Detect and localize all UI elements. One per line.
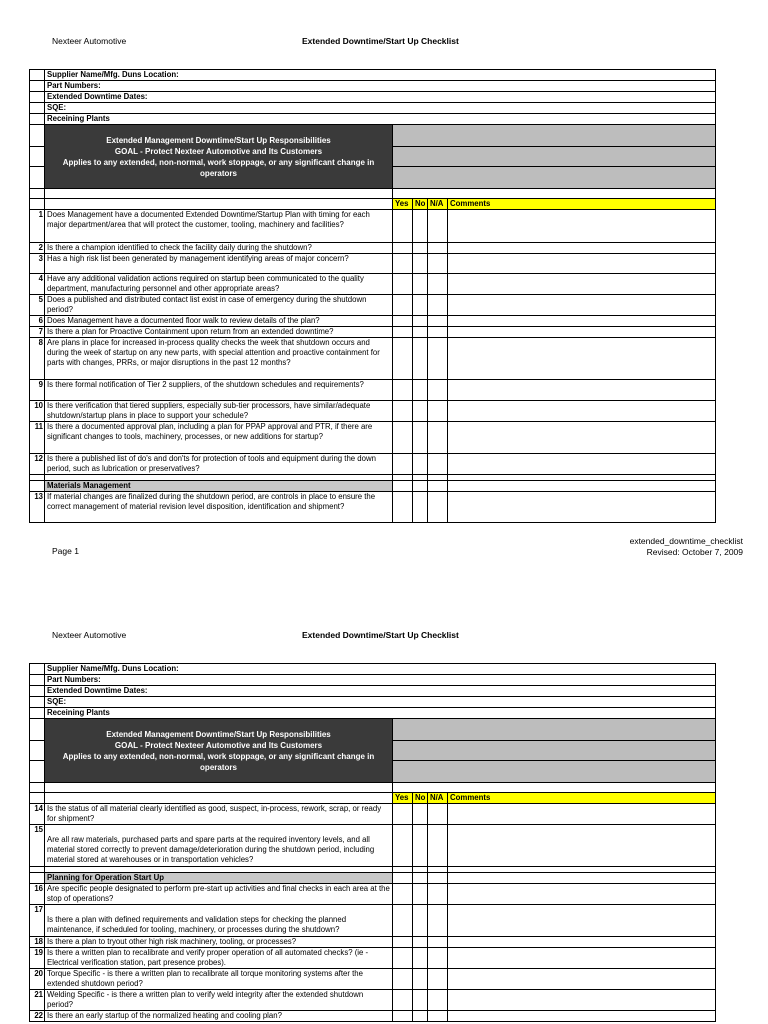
question-row	[30, 243, 716, 254]
field-supplier: Supplier Name/Mfg. Duns Location:	[45, 70, 716, 81]
question-text: Are specific people designated to perform pre-start up activities and final checks in each area at the stop of operations?	[45, 884, 393, 905]
yes-cell[interactable]	[393, 295, 413, 316]
question-text: Are plans in place for increased in-process quality checks the week that shutdown occurs and during the week of startup on any new parts, with special attention and proactive containment for parts with changes, PRRs, or major disruptions in the past 12 months?	[45, 338, 393, 380]
question-row	[30, 937, 716, 948]
yes-cell[interactable]	[393, 1011, 413, 1022]
question-text: Is the status of all material clearly identified as good, suspect, in-process, rework, scrap, or ready for shipment?	[45, 804, 393, 825]
banner-line-3: Applies to any extended, non-normal, work stoppage, or any significant change in operators	[62, 751, 375, 772]
no-cell[interactable]	[413, 804, 428, 825]
yes-cell[interactable]	[393, 274, 413, 295]
question-row	[30, 316, 716, 327]
field-receiving-plants: Receining Plants	[45, 114, 716, 125]
column-comments: Comments	[448, 199, 716, 210]
na-cell[interactable]	[428, 492, 448, 523]
comments-cell[interactable]	[448, 243, 716, 254]
question-number: 21	[30, 990, 45, 1011]
comments-cell[interactable]	[448, 937, 716, 948]
column-comments: Comments	[448, 793, 716, 804]
question-row	[30, 210, 716, 243]
yes-cell[interactable]	[393, 937, 413, 948]
question-number: 18	[30, 937, 45, 948]
comments-cell[interactable]	[448, 401, 716, 422]
question-number: 1	[30, 210, 45, 243]
no-cell[interactable]	[413, 295, 428, 316]
document-title: Extended Downtime/Start Up Checklist	[302, 36, 459, 46]
question-number: 11	[30, 422, 45, 454]
no-cell[interactable]	[413, 316, 428, 327]
no-cell[interactable]	[413, 1011, 428, 1022]
question-row	[30, 969, 716, 990]
question-row	[30, 254, 716, 274]
question-row	[30, 492, 716, 523]
na-cell[interactable]	[428, 884, 448, 905]
no-cell[interactable]	[413, 210, 428, 243]
comments-cell[interactable]	[448, 969, 716, 990]
question-number: 5	[30, 295, 45, 316]
comments-cell[interactable]	[448, 1011, 716, 1022]
comments-cell[interactable]	[448, 338, 716, 380]
na-cell[interactable]	[428, 254, 448, 274]
yes-cell[interactable]	[393, 338, 413, 380]
comments-cell[interactable]	[448, 948, 716, 969]
na-cell[interactable]	[428, 295, 448, 316]
question-text: Is there formal notification of Tier 2 suppliers, of the shutdown schedules and requirements?	[45, 380, 393, 401]
yes-cell[interactable]	[393, 380, 413, 401]
question-text: Does a published and distributed contact list exist in case of emergency during the shutdown period?	[45, 295, 393, 316]
page-number: Page 1	[52, 546, 79, 556]
question-text: Torque Specific - is there a written plan to recalibrate all torque monitoring systems after the extended shutdown period?	[45, 969, 393, 990]
column-na: N/A	[428, 793, 448, 804]
na-cell[interactable]	[428, 274, 448, 295]
company-name: Nexteer Automotive	[52, 36, 127, 46]
no-cell[interactable]	[413, 274, 428, 295]
yes-cell[interactable]	[393, 825, 413, 867]
question-row	[30, 884, 716, 905]
no-cell[interactable]	[413, 327, 428, 338]
yes-cell[interactable]	[393, 948, 413, 969]
question-number: 7	[30, 327, 45, 338]
no-cell[interactable]	[413, 990, 428, 1011]
checklist-table	[29, 69, 716, 523]
na-cell[interactable]	[428, 937, 448, 948]
na-cell[interactable]	[428, 380, 448, 401]
document-title: Extended Downtime/Start Up Checklist	[302, 630, 459, 640]
question-row	[30, 274, 716, 295]
question-number: 6	[30, 316, 45, 327]
column-na: N/A	[428, 199, 448, 210]
no-cell[interactable]	[413, 254, 428, 274]
file-name: extended_downtime_checklist	[629, 536, 743, 546]
question-row	[30, 905, 716, 937]
question-row	[30, 1011, 716, 1022]
yes-cell[interactable]	[393, 492, 413, 523]
comments-cell[interactable]	[448, 884, 716, 905]
question-text: Does Management have a documented floor walk to review details of the plan?	[45, 316, 393, 327]
no-cell[interactable]	[413, 454, 428, 475]
column-no: No	[413, 199, 428, 210]
checklist-table	[29, 663, 716, 1022]
na-cell[interactable]	[428, 1011, 448, 1022]
comments-cell[interactable]	[448, 905, 716, 937]
question-row	[30, 948, 716, 969]
question-row	[30, 990, 716, 1011]
question-number: 8	[30, 338, 45, 380]
question-number: 3	[30, 254, 45, 274]
no-cell[interactable]	[413, 492, 428, 523]
no-cell[interactable]	[413, 948, 428, 969]
na-cell[interactable]	[428, 990, 448, 1011]
yes-cell[interactable]	[393, 454, 413, 475]
field-downtime-dates: Extended Downtime Dates:	[45, 92, 716, 103]
comments-cell[interactable]	[448, 295, 716, 316]
no-cell[interactable]	[413, 338, 428, 380]
question-text: Welding Specific - is there a written plan to verify weld integrity after the extended shutdown period?	[45, 990, 393, 1011]
comments-cell[interactable]	[448, 825, 716, 867]
comments-cell[interactable]	[448, 274, 716, 295]
na-cell[interactable]	[428, 804, 448, 825]
field-part-numbers: Part Numbers:	[45, 675, 716, 686]
comments-cell[interactable]	[448, 454, 716, 475]
question-number: 19	[30, 948, 45, 969]
no-cell[interactable]	[413, 401, 428, 422]
question-number: 13	[30, 492, 45, 523]
yes-cell[interactable]	[393, 316, 413, 327]
revised-date: Revised: October 7, 2009	[646, 547, 743, 557]
no-cell[interactable]	[413, 969, 428, 990]
yes-cell[interactable]	[393, 905, 413, 937]
yes-cell[interactable]	[393, 969, 413, 990]
na-cell[interactable]	[428, 401, 448, 422]
section-materials-management: Materials Management	[45, 481, 393, 492]
question-number: 22	[30, 1011, 45, 1022]
no-cell[interactable]	[413, 380, 428, 401]
question-text: Does Management have a documented Extended Downtime/Startup Plan with timing for each major department/area that will protect the customer, tooling, machinery and facilities?	[45, 210, 393, 243]
na-cell[interactable]	[428, 454, 448, 475]
question-row	[30, 401, 716, 422]
question-row	[30, 295, 716, 316]
responsibilities-banner	[45, 719, 393, 783]
banner-line-1: Extended Management Downtime/Start Up Responsibilities	[106, 729, 331, 739]
yes-cell[interactable]	[393, 422, 413, 454]
no-cell[interactable]	[413, 905, 428, 937]
banner-line-2: GOAL - Protect Nexteer Automotive and Its Customers	[114, 740, 323, 750]
question-row	[30, 380, 716, 401]
question-number: 2	[30, 243, 45, 254]
field-supplier: Supplier Name/Mfg. Duns Location:	[45, 664, 716, 675]
comments-cell[interactable]	[448, 990, 716, 1011]
section-planning-start-up: Planning for Operation Start Up	[45, 873, 393, 884]
column-yes: Yes	[393, 199, 413, 210]
yes-cell[interactable]	[393, 254, 413, 274]
responsibilities-banner	[45, 125, 393, 189]
no-cell[interactable]	[413, 422, 428, 454]
na-cell[interactable]	[428, 210, 448, 243]
question-text: Are all raw materials, purchased parts and spare parts at the required inventory levels, and all material stored correctly to prevent damage/deterioration during the shutdown period, including material stored at warehouses or in transportation vehicles?	[45, 825, 393, 867]
comments-cell[interactable]	[448, 380, 716, 401]
question-number: 10	[30, 401, 45, 422]
comments-cell[interactable]	[448, 804, 716, 825]
question-row	[30, 825, 716, 867]
question-text: Is there a published list of do's and don'ts for protection of tools and equipment during the down period, such as lubrication or preservatives?	[45, 454, 393, 475]
question-number: 12	[30, 454, 45, 475]
banner-line-2: GOAL - Protect Nexteer Automotive and Its Customers	[114, 146, 323, 156]
question-number: 9	[30, 380, 45, 401]
comments-cell[interactable]	[448, 316, 716, 327]
question-row	[30, 327, 716, 338]
banner-line-3: Applies to any extended, non-normal, work stoppage, or any significant change in operators	[62, 157, 375, 178]
question-text: Have any additional validation actions required on startup been communicated to the quality department, manufacturing personnel and other appropriate areas?	[45, 274, 393, 295]
question-number: 4	[30, 274, 45, 295]
question-text: Is there a plan for Proactive Containment upon return from an extended downtime?	[45, 327, 393, 338]
field-part-numbers: Part Numbers:	[45, 81, 716, 92]
banner-line-1: Extended Management Downtime/Start Up Responsibilities	[106, 135, 331, 145]
no-cell[interactable]	[413, 243, 428, 254]
question-row	[30, 422, 716, 454]
na-cell[interactable]	[428, 905, 448, 937]
question-text: Is there a plan with defined requirements and validation steps for checking the planned maintenance, if scheduled for tooling, machinery, or processes during the shutdown?	[45, 905, 393, 937]
column-yes: Yes	[393, 793, 413, 804]
question-text: Has a high risk list been generated by management identifying areas of major concern?	[45, 254, 393, 274]
na-cell[interactable]	[428, 825, 448, 867]
question-text: If material changes are finalized during the shutdown period, are controls in place to ensure the correct management of material revision level disposition, identification and shipment?	[45, 492, 393, 523]
na-cell[interactable]	[428, 316, 448, 327]
question-text: Is there verification that tiered suppliers, especially sub-tier processors, have similar/adequate shutdown/startup plans in place to support your schedule?	[45, 401, 393, 422]
field-downtime-dates: Extended Downtime Dates:	[45, 686, 716, 697]
no-cell[interactable]	[413, 825, 428, 867]
question-text: Is there a champion identified to check the facility daily during the shutdown?	[45, 243, 393, 254]
question-number: 17	[30, 905, 45, 937]
comments-cell[interactable]	[448, 210, 716, 243]
yes-cell[interactable]	[393, 327, 413, 338]
field-sqe: SQE:	[45, 697, 716, 708]
yes-cell[interactable]	[393, 804, 413, 825]
revision-block	[630, 536, 743, 558]
field-sqe: SQE:	[45, 103, 716, 114]
comments-cell[interactable]	[448, 492, 716, 523]
no-cell[interactable]	[413, 937, 428, 948]
question-text: Is there a documented approval plan, including a plan for PPAP approval and PTR, if there are significant changes to tools, machinery, processes, or new additions for startup?	[45, 422, 393, 454]
company-name: Nexteer Automotive	[52, 630, 127, 640]
question-row	[30, 804, 716, 825]
comments-cell[interactable]	[448, 327, 716, 338]
question-row	[30, 338, 716, 380]
yes-cell[interactable]	[393, 990, 413, 1011]
no-cell[interactable]	[413, 884, 428, 905]
question-number: 20	[30, 969, 45, 990]
column-no: No	[413, 793, 428, 804]
question-number: 14	[30, 804, 45, 825]
na-cell[interactable]	[428, 243, 448, 254]
comments-cell[interactable]	[448, 422, 716, 454]
question-number: 16	[30, 884, 45, 905]
na-cell[interactable]	[428, 327, 448, 338]
question-number: 15	[30, 825, 45, 867]
na-cell[interactable]	[428, 969, 448, 990]
na-cell[interactable]	[428, 948, 448, 969]
page-2	[0, 594, 768, 1024]
field-receiving-plants: Receining Plants	[45, 708, 716, 719]
na-cell[interactable]	[428, 422, 448, 454]
question-row	[30, 454, 716, 475]
comments-cell[interactable]	[448, 254, 716, 274]
yes-cell[interactable]	[393, 884, 413, 905]
question-text: Is there an early startup of the normalized heating and cooling plan?	[45, 1011, 393, 1022]
question-text: Is there a plan to tryout other high risk machinery, tooling, or processes?	[45, 937, 393, 948]
question-text: Is there a written plan to recalibrate and verify proper operation of all automated checks? (ie - Electrical verification station, part presence probes).	[45, 948, 393, 969]
yes-cell[interactable]	[393, 243, 413, 254]
na-cell[interactable]	[428, 338, 448, 380]
yes-cell[interactable]	[393, 401, 413, 422]
yes-cell[interactable]	[393, 210, 413, 243]
